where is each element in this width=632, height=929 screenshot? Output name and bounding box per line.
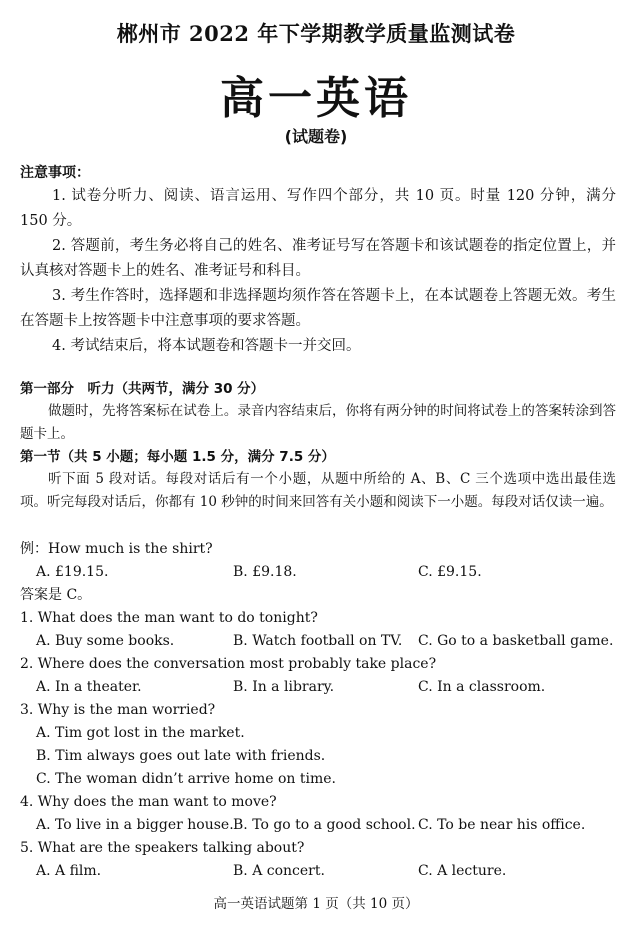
question-5: 5. What are the speakers talking about? (20, 840, 305, 856)
question-5-options (20, 860, 616, 883)
option-c: C. A lecture. (418, 863, 507, 879)
option-a: A. In a theater. (36, 679, 142, 695)
option-b: B. In a library. (233, 679, 335, 695)
option-b: B. £9.18. (233, 564, 297, 580)
question-4-options (20, 814, 616, 837)
question-2-options (20, 676, 616, 699)
option-a: A. Tim got lost in the market. (36, 725, 245, 741)
section1-intro: 听下面 5 段对话。每段对话后有一个小题，从题中所给的 A、B、C 三个选项中选出最佳选项。听完每段对话后，你都有 10 秒钟的时间来回答有关小题和阅读下一小题。每段对话仅读一遍。 (20, 471, 616, 510)
option-a: A. Buy some books. (36, 633, 175, 649)
option-c: C. Go to a basketball game. (418, 633, 614, 649)
notes-item: 2. 答题前，考生务必将自己的姓名、准考证号写在答题卡和该试题卷的指定位置上，并认真核对答题卡上的姓名、准考证号和科目。 (20, 238, 616, 279)
question-list (20, 538, 616, 883)
option-b: B. A concert. (233, 863, 325, 879)
option-a: A. A film. (36, 863, 102, 879)
example-options (20, 561, 616, 584)
option-b: B. To go to a good school. (233, 817, 416, 833)
section1-heading: 第一节（共 5 小题；每小题 1.5 分，满分 7.5 分） (20, 449, 335, 465)
example-answer: 答案是 C。 (20, 587, 92, 603)
question-1-options (20, 630, 616, 653)
question-1: 1. What does the man want to do tonight? (20, 610, 318, 626)
notes-item: 1. 试卷分听力、阅读、语言运用、写作四个部分，共 10 页。时量 120 分钟，满分 150 分。 (20, 188, 616, 229)
page-title: 高一英语 (220, 73, 412, 124)
option-c: C. In a classroom. (418, 679, 546, 695)
question-4: 4. Why does the man want to move? (20, 794, 277, 810)
example-question: 例：How much is the shirt? (20, 541, 213, 557)
option-c: C. £9.15. (418, 564, 482, 580)
notes-heading: 注意事项： (20, 165, 90, 181)
option-b: B. Tim always goes out late with friends. (36, 748, 326, 764)
page-footer: 高一英语试题第 1 页（共 10 页） (213, 896, 419, 912)
question-2: 2. Where does the conversation most probably take place? (20, 656, 437, 672)
page-subtitle: (试题卷) (284, 127, 348, 146)
option-a: A. £19.15. (36, 564, 109, 580)
part1-intro: 做题时，先将答案标在试卷上。录音内容结束后，你将有两分钟的时间将试卷上的答案转涂到答题卡上。 (20, 403, 616, 442)
option-b: B. Watch football on TV. (233, 633, 403, 649)
option-c: C. The woman didn’t arrive home on time. (36, 771, 336, 787)
notes-item: 4. 考试结束后，将本试题卷和答题卡一并交回。 (52, 338, 361, 354)
question-3: 3. Why is the man worried? (20, 702, 216, 718)
option-c: C. To be near his office. (418, 817, 586, 833)
part1-heading: 第一部分 听力（共两节，满分 30 分） (20, 381, 265, 397)
part1-section (20, 378, 616, 446)
option-a: A. To live in a bigger house. (36, 817, 234, 833)
notes-section (20, 162, 616, 359)
exam-header: 郴州市 2022 年下学期教学质量监测试卷 (116, 21, 516, 46)
section1 (20, 446, 616, 514)
notes-item: 3. 考生作答时，选择题和非选择题均须作答在答题卡上，在本试题卷上答题无效。考生在答题卡上按答题卡中注意事项的要求答题。 (20, 288, 616, 329)
